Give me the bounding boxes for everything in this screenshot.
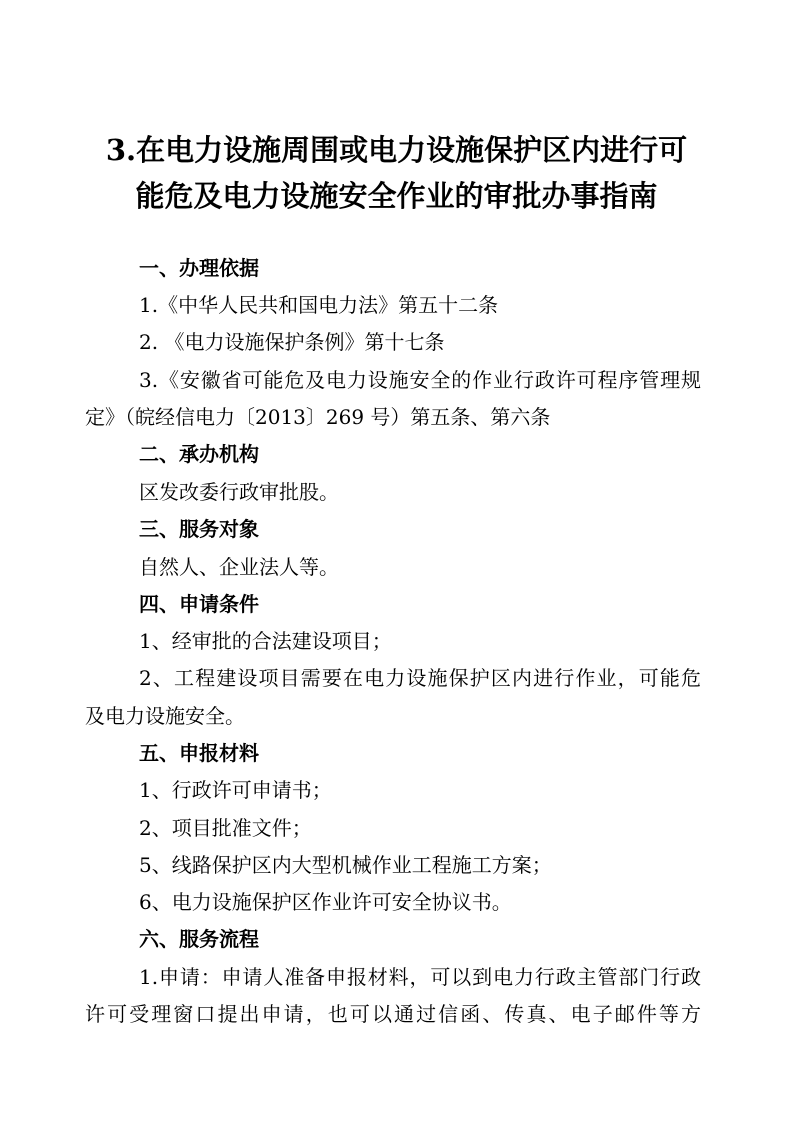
section-heading-conditions: 四、申请条件: [139, 592, 259, 616]
material-item-1: 1、行政许可申请书；: [139, 778, 332, 802]
section-heading-basis: 一、办理依据: [139, 256, 259, 280]
condition-item-1: 1、经审批的合法建设项目；: [139, 629, 392, 653]
basis-item-2: 2. 《电力设施保护条例》第十七条: [139, 330, 445, 354]
condition-item-2-line-2: 及电力设施安全。: [85, 704, 245, 728]
document-title-line-1: 3.在电力设施周围或电力设施保护区内进行可: [105, 133, 688, 167]
service-target-item-1: 自然人、企业法人等。: [139, 555, 339, 579]
material-item-2: 2、项目批准文件；: [139, 816, 312, 840]
basis-item-3-line-2: 定》（皖经信电力〔2013〕269 号）第五条、第六条: [85, 405, 551, 429]
basis-item-3-line-1: 3.《安徽省可能危及电力设施安全的作业行政许可程序管理规: [139, 368, 701, 392]
material-item-6: 6、电力设施保护区作业许可安全协议书。: [139, 890, 512, 914]
material-item-5: 5、线路保护区内大型机械作业工程施工方案；: [139, 853, 552, 877]
process-item-1-line-1: 1.申请：申请人准备申报材料，可以到电力行政主管部门行政: [139, 965, 701, 989]
basis-item-1: 1.《中华人民共和国电力法》第五十二条: [139, 293, 499, 317]
condition-item-2-line-1: 2、工程建设项目需要在电力设施保护区内进行作业，可能危: [139, 666, 701, 690]
section-heading-materials: 五、申报材料: [139, 741, 259, 765]
document-title-line-2: 能危及电力设施安全作业的审批办事指南: [135, 179, 658, 213]
section-heading-service-target: 三、服务对象: [139, 517, 259, 541]
process-item-1-line-2: 许可受理窗口提出申请，也可以通过信函、传真、电子邮件等方: [85, 1002, 701, 1026]
section-heading-agency: 二、承办机构: [139, 442, 259, 466]
section-heading-process: 六、服务流程: [139, 927, 259, 951]
agency-item-1: 区发改委行政审批股。: [139, 480, 339, 504]
